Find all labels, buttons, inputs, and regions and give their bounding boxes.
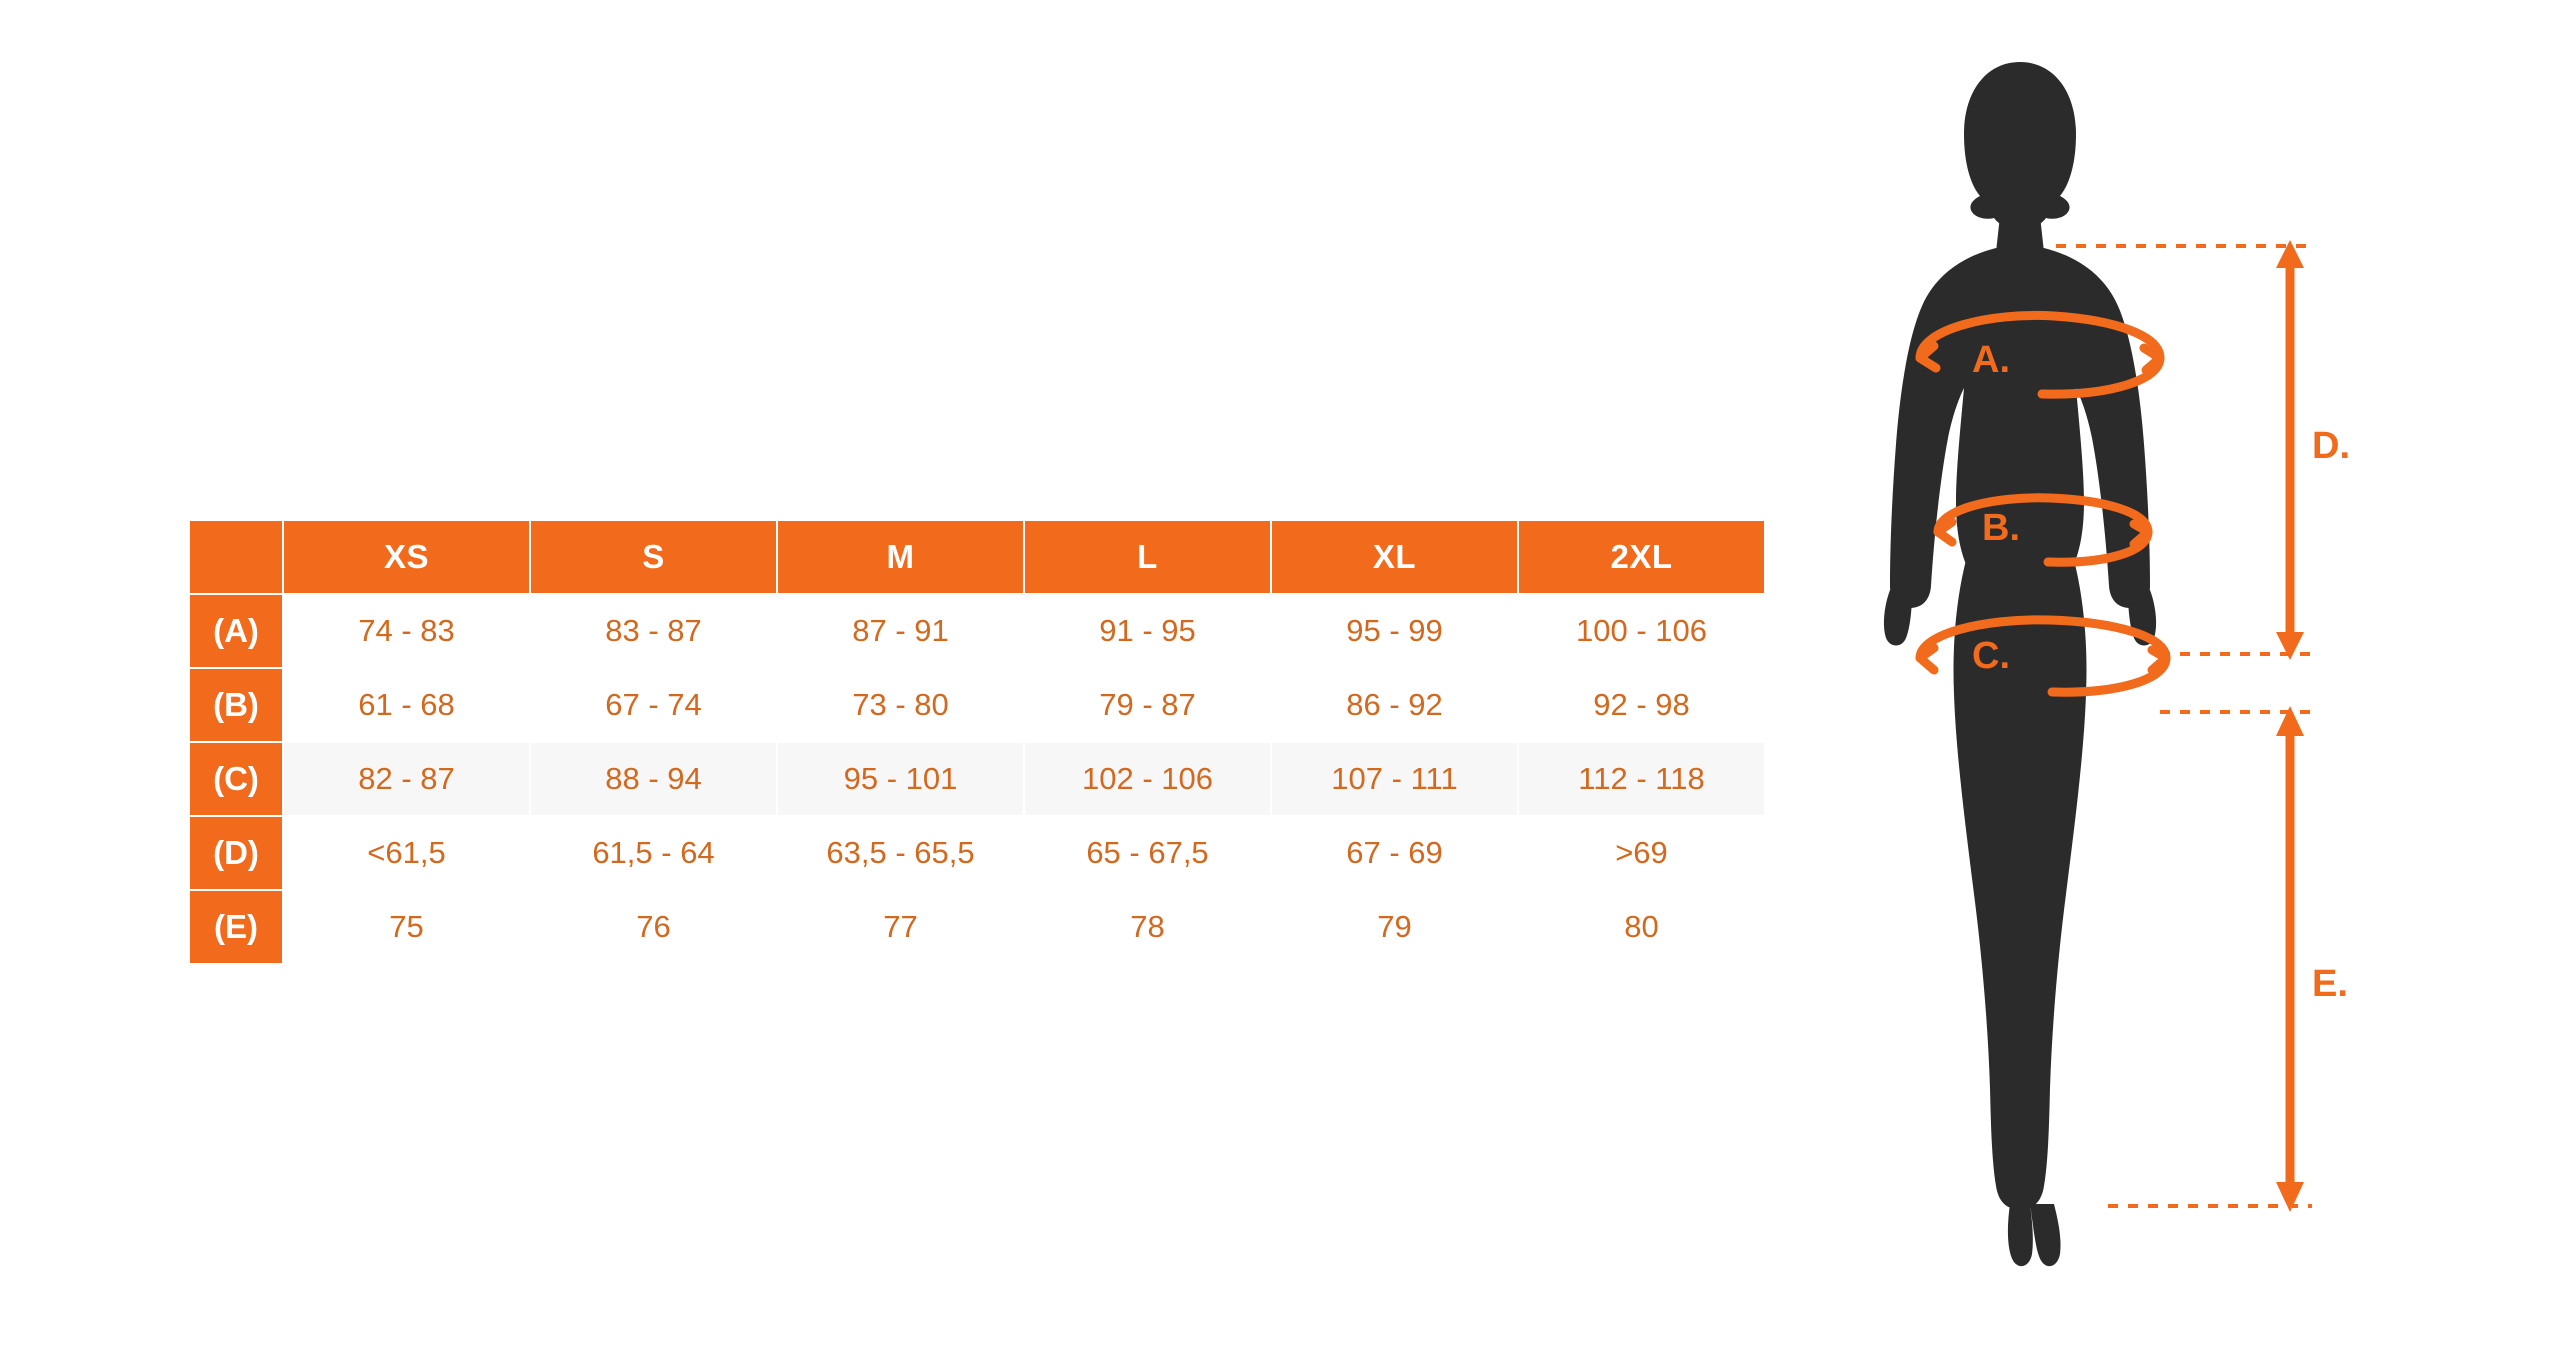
column-header-xl: XL	[1271, 520, 1518, 594]
table-header-row	[189, 520, 1765, 594]
size-table	[188, 519, 1766, 965]
cell-e-l: 78	[1024, 890, 1271, 964]
column-header-l: L	[1024, 520, 1271, 594]
cell-c-l: 102 - 106	[1024, 742, 1271, 816]
column-header-xs: XS	[283, 520, 530, 594]
cell-c-m: 95 - 101	[777, 742, 1024, 816]
size-table-container	[188, 519, 1766, 965]
table-row	[189, 594, 1765, 668]
cell-a-m: 87 - 91	[777, 594, 1024, 668]
cell-e-xl: 79	[1271, 890, 1518, 964]
row-label-d: (D)	[189, 816, 283, 890]
table-row	[189, 668, 1765, 742]
cell-a-2xl: 100 - 106	[1518, 594, 1765, 668]
cell-e-m: 77	[777, 890, 1024, 964]
cell-c-s: 88 - 94	[530, 742, 777, 816]
cell-b-l: 79 - 87	[1024, 668, 1271, 742]
cell-c-2xl: 112 - 118	[1518, 742, 1765, 816]
cell-a-l: 91 - 95	[1024, 594, 1271, 668]
column-header-s: S	[530, 520, 777, 594]
table-row	[189, 742, 1765, 816]
label-a: A.	[1972, 339, 2010, 381]
row-label-b: (B)	[189, 668, 283, 742]
label-e: E.	[2312, 963, 2348, 1005]
cell-b-xs: 61 - 68	[283, 668, 530, 742]
cell-a-xs: 74 - 83	[283, 594, 530, 668]
column-header-m: M	[777, 520, 1024, 594]
table-row	[189, 816, 1765, 890]
measurement-e-vertical	[2108, 706, 2348, 1212]
table-row	[189, 890, 1765, 964]
label-d: D.	[2312, 425, 2350, 467]
cell-d-xs: <61,5	[283, 816, 530, 890]
row-label-c: (C)	[189, 742, 283, 816]
cell-e-xs: 75	[283, 890, 530, 964]
column-header-2xl: 2XL	[1518, 520, 1765, 594]
label-c: C.	[1972, 635, 2010, 677]
table-corner-cell	[189, 520, 283, 594]
cell-c-xl: 107 - 111	[1271, 742, 1518, 816]
cell-a-xl: 95 - 99	[1271, 594, 1518, 668]
cell-d-xl: 67 - 69	[1271, 816, 1518, 890]
cell-d-l: 65 - 67,5	[1024, 816, 1271, 890]
cell-d-s: 61,5 - 64	[530, 816, 777, 890]
row-label-a: (A)	[189, 594, 283, 668]
cell-a-s: 83 - 87	[530, 594, 777, 668]
cell-b-m: 73 - 80	[777, 668, 1024, 742]
cell-b-xl: 86 - 92	[1271, 668, 1518, 742]
cell-b-s: 67 - 74	[530, 668, 777, 742]
body-measurement-diagram	[1860, 40, 2500, 1340]
cell-c-xs: 82 - 87	[283, 742, 530, 816]
cell-e-s: 76	[530, 890, 777, 964]
row-label-e: (E)	[189, 890, 283, 964]
cell-d-2xl: >69	[1518, 816, 1765, 890]
cell-e-2xl: 80	[1518, 890, 1765, 964]
cell-b-2xl: 92 - 98	[1518, 668, 1765, 742]
label-b: B.	[1982, 507, 2020, 549]
cell-d-m: 63,5 - 65,5	[777, 816, 1024, 890]
